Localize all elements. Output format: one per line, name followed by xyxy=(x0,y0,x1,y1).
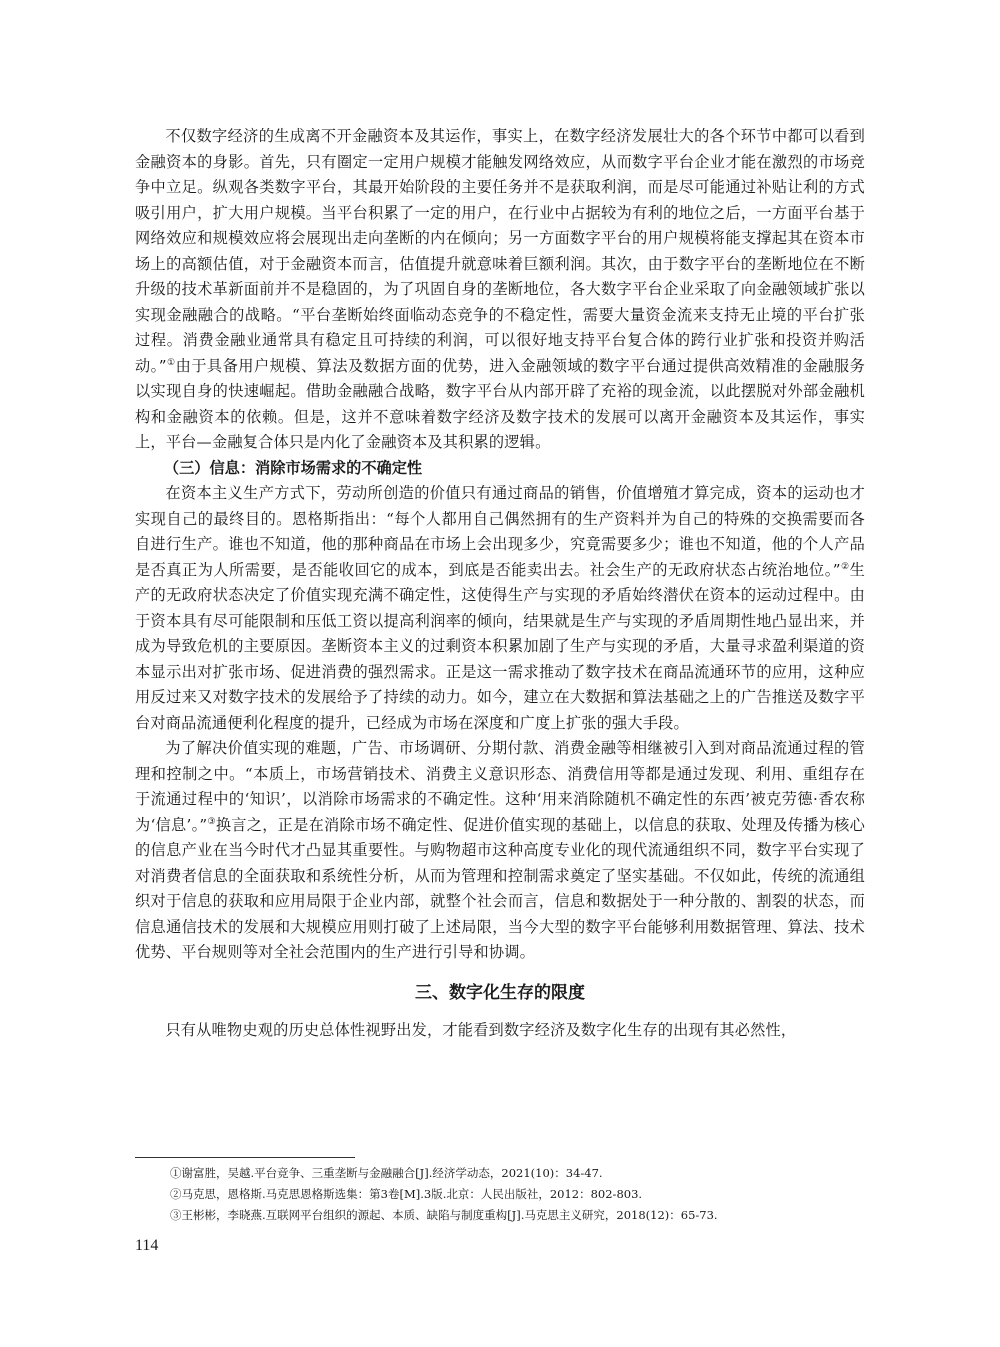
footnote: ②马克思，恩格斯.马克思恩格斯选集：第3卷[M].3版.北京：人民出版社，2012：802-803. xyxy=(170,1187,643,1201)
footnote-ref: ② xyxy=(840,561,850,572)
section-title: 三、数字化生存的限度 xyxy=(415,982,585,1003)
body-text xyxy=(135,124,865,1043)
subheading: （三）信息：消除市场需求的不确定性 xyxy=(163,458,423,477)
footnote-ref: ① xyxy=(166,357,176,368)
footnote-ref: ③ xyxy=(207,816,216,827)
paragraph: 只有从唯物史观的历史总体性视野出发，才能看到数字经济及数字化生存的出现有其必然性， xyxy=(165,1020,797,1039)
paragraph: 为了解决价值实现的难题，广告、市场调研、分期付款、消费金融等相继被引入到对商品流通过程的管理和控制之中。“本质上，市场营销技术、消费主义意识形态、消费信用等都是通过发现、利用、重组存在于流通过程中的‘知识’，以消除市场需求的不确定性。这种‘用来消除随机不确定性的东西’被克劳德·香农称为‘信息’。”③换言之，正是在消除市场不确定性、促进价值实现的基础上，以信息的获取、处理及传播为核心的信息产业在当今时代才凸显其重要性。与购物超市这种高度专业化的现代流通组织不同，数字平台实现了对消费者信息的全面获取和系统性分析，从而为管理和控制需求奠定了坚实基础。不仅如此，传统的流通组织对于信息的获取和应用局限于企业内部，就整个社会而言，信息和数据处于一种分散的、割裂的状态，而信息通信技术的发展和大规模应用则打破了上述局限，当今大型的数字平台能够利用数据管理、算法、技术优势、平台规则等对全社会范围内的生产进行引导和协调。 xyxy=(135,739,865,961)
footnote: ③王彬彬，李晓燕.互联网平台组织的源起、本质、缺陷与制度重构[J].马克思主义研究，2018(12)：65-73. xyxy=(170,1208,718,1222)
paragraph: 在资本主义生产方式下，劳动所创造的价值只有通过商品的销售，价值增殖才算完成，资本的运动也才实现自己的最终目的。恩格斯指出：“每个人都用自己偶然拥有的生产资料并为自己的特殊的交换需要而各自进行生产。谁也不知道，他的那种商品在市场上会出现多少，究竟需要多少；谁也不知道，他的个人产品是否真正为人所需要，是否能收回它的成本，到底是否能卖出去。社会生产的无政府状态占统治地位。”②生产的无政府状态决定了价值实现充满不确定性，这使得生产与实现的矛盾始终潜伏在资本的运动过程中。由于资本具有尽可能限制和压低工资以提高利润率的倾向，结果就是生产与实现的矛盾周期性地凸显出来，并成为导致危机的主要原因。垄断资本主义的过剩资本积累加剧了生产与实现的矛盾，大量寻求盈利渠道的资本显示出对扩张市场、促进消费的强烈需求。正是这一需求推动了数字技术在商品流通环节的应用，这种应用反过来又对数字技术的发展给予了持续的动力。如今，建立在大数据和算法基础之上的广告推送及数字平台对商品流通便利化程度的提升，已经成为市场在深度和广度上扩张的强大手段。 xyxy=(135,484,865,732)
footnotes xyxy=(170,1163,870,1226)
page-number: 114 xyxy=(135,1237,159,1254)
footnote: ①谢富胜，吴越.平台竞争、三重垄断与金融融合[J].经济学动态，2021(10)：34-47. xyxy=(170,1166,603,1180)
footnote-divider xyxy=(135,1157,355,1158)
paragraph: 不仅数字经济的生成离不开金融资本及其运作，事实上，在数字经济发展壮大的各个环节中都可以看到金融资本的身影。首先，只有圈定一定用户规模才能触发网络效应，从而数字平台企业才能在激烈的市场竞争中立足。纵观各类数字平台，其最开始阶段的主要任务并不是获取利润，而是尽可能通过补贴让利的方式吸引用户，扩大用户规模。当平台积累了一定的用户，在行业中占据较为有利的地位之后，一方面平台基于网络效应和规模效应将会展现出走向垄断的内在倾向；另一方面数字平台的用户规模将能支撑起其在资本市场上的高额估值，对于金融资本而言，估值提升就意味着巨额利润。其次，由于数字平台的垄断地位在不断升级的技术革新面前并不是稳固的，为了巩固自身的垄断地位，各大数字平台企业采取了向金融领域扩张以实现金融融合的战略。“平台垄断始终面临动态竞争的不稳定性，需要大量资金流来支持无止境的平台扩张过程。消费金融业通常具有稳定且可持续的利润，可以很好地支持平台复合体的跨行业扩张和投资并购活动。”①由于具备用户规模、算法及数据方面的优势，进入金融领域的数字平台通过提供高效精准的金融服务以实现自身的快速崛起。借助金融融合战略，数字平台从内部开辟了充裕的现金流，以此摆脱对外部金融机构和金融资本的依赖。但是，这并不意味着数字经济及数字技术的发展可以离开金融资本及其运作，事实上，平台—金融复合体只是内化了金融资本及其积累的逻辑。 xyxy=(135,127,865,451)
